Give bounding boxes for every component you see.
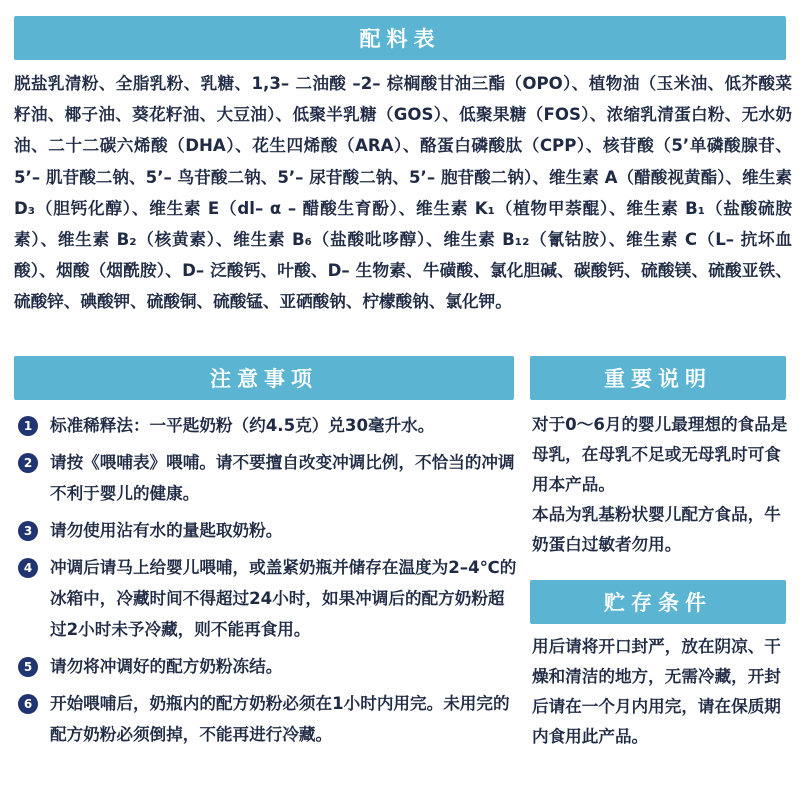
notice-item <box>18 410 518 441</box>
notice-item <box>18 651 518 682</box>
notice-title: 注意事项 <box>14 356 514 400</box>
notice-item-text: 请勿使用沾有水的量匙取奶粉。 <box>50 521 283 540</box>
notice-list <box>18 410 518 756</box>
notice-item-text: 开始喂哺后，奶瓶内的配方奶粉必须在1小时内用完。未用完的配方奶粉必须倒掉，不能再进行冷藏。 <box>50 694 510 744</box>
number-badge-icon: 5 <box>18 657 38 677</box>
storage-text: 用后请将开口封严，放在阴凉、干燥和清洁的地方，无需冷藏，开封后请在一个月内用完，请在保质期内食用此产品。 <box>532 637 781 746</box>
notice-item-text: 请按《喂哺表》喂哺。请不要擅自改变冲调比例，不恰当的冲调不利于婴儿的健康。 <box>50 453 515 503</box>
number-badge-icon: 3 <box>18 521 38 541</box>
important-text <box>532 410 788 560</box>
important-paragraph-2: 本品为乳基粉状婴儿配方食品，牛奶蛋白过敏者勿用。 <box>532 505 781 554</box>
notice-item-text: 标准稀释法：一平匙奶粉（约4.5克）兑30毫升水。 <box>50 416 435 435</box>
notice-item-text: 请勿将冲调好的配方奶粉冻结。 <box>50 657 283 676</box>
number-badge-icon: 2 <box>18 453 38 473</box>
ingredients-text: 脱盐乳清粉、全脂乳粉、乳糖、1,3– 二油酸 –2– 棕榈酸甘油三酯（OPO）、植物油（玉米油、低芥酸菜籽油、椰子油、葵花籽油、大豆油）、低聚半乳糖（GOS）、低聚果糖（FOS）、浓缩乳清蛋白粉、无水奶油、二十二碳六烯酸（DHA）、花生四烯酸（ARA）、酪蛋白磷酸肽（CPP）、核苷酸（5’单磷酸腺苷、5’– 肌苷酸二钠、5’– 鸟苷酸二钠、5’– 尿苷酸二钠、5’– 胞苷酸二钠）、维生素 A（醋酸视黄酯）、维生素 D₃（胆钙化醇）、维生素 E（dl– α – 醋酸生育酚）、维生素 K₁（植物甲萘醌）、维生素 B₁（盐酸硫胺素）、维生素 B₂（核黄素）、维生素 B₆（盐酸吡哆醇）、维生素 B₁₂（氰钴胺）、维生素 C（L– 抗坏血酸）、烟酸（烟酰胺）、D– 泛酸钙、叶酸、D– 生物素、牛磺酸、氯化胆碱、碳酸钙、硫酸镁、硫酸亚铁、硫酸锌、碘酸钾、硫酸铜、硫酸锰、亚硒酸钠、柠檬酸钠、氯化钾。 <box>14 74 792 312</box>
notice-item <box>18 447 518 509</box>
important-title: 重要说明 <box>530 356 786 400</box>
notice-item <box>18 688 518 750</box>
ingredients-title: 配料表 <box>14 16 786 60</box>
storage-title: 贮存条件 <box>530 580 786 624</box>
notice-item <box>18 552 518 645</box>
number-badge-icon: 6 <box>18 694 38 714</box>
important-paragraph-1: 对于0～6月的婴儿最理想的食品是母乳，在母乳不足或无母乳时可食用本产品。 <box>532 415 788 494</box>
notice-item-text: 冲调后请马上给婴儿喂哺，或盖紧奶瓶并储存在温度为2–4℃的冰箱中，冷藏时间不得超过24小时，如果冲调后的配方奶粉超过2小时未予冷藏，则不能再食用。 <box>50 558 517 639</box>
number-badge-icon: 1 <box>18 416 38 436</box>
number-badge-icon: 4 <box>18 558 38 578</box>
notice-item <box>18 515 518 546</box>
